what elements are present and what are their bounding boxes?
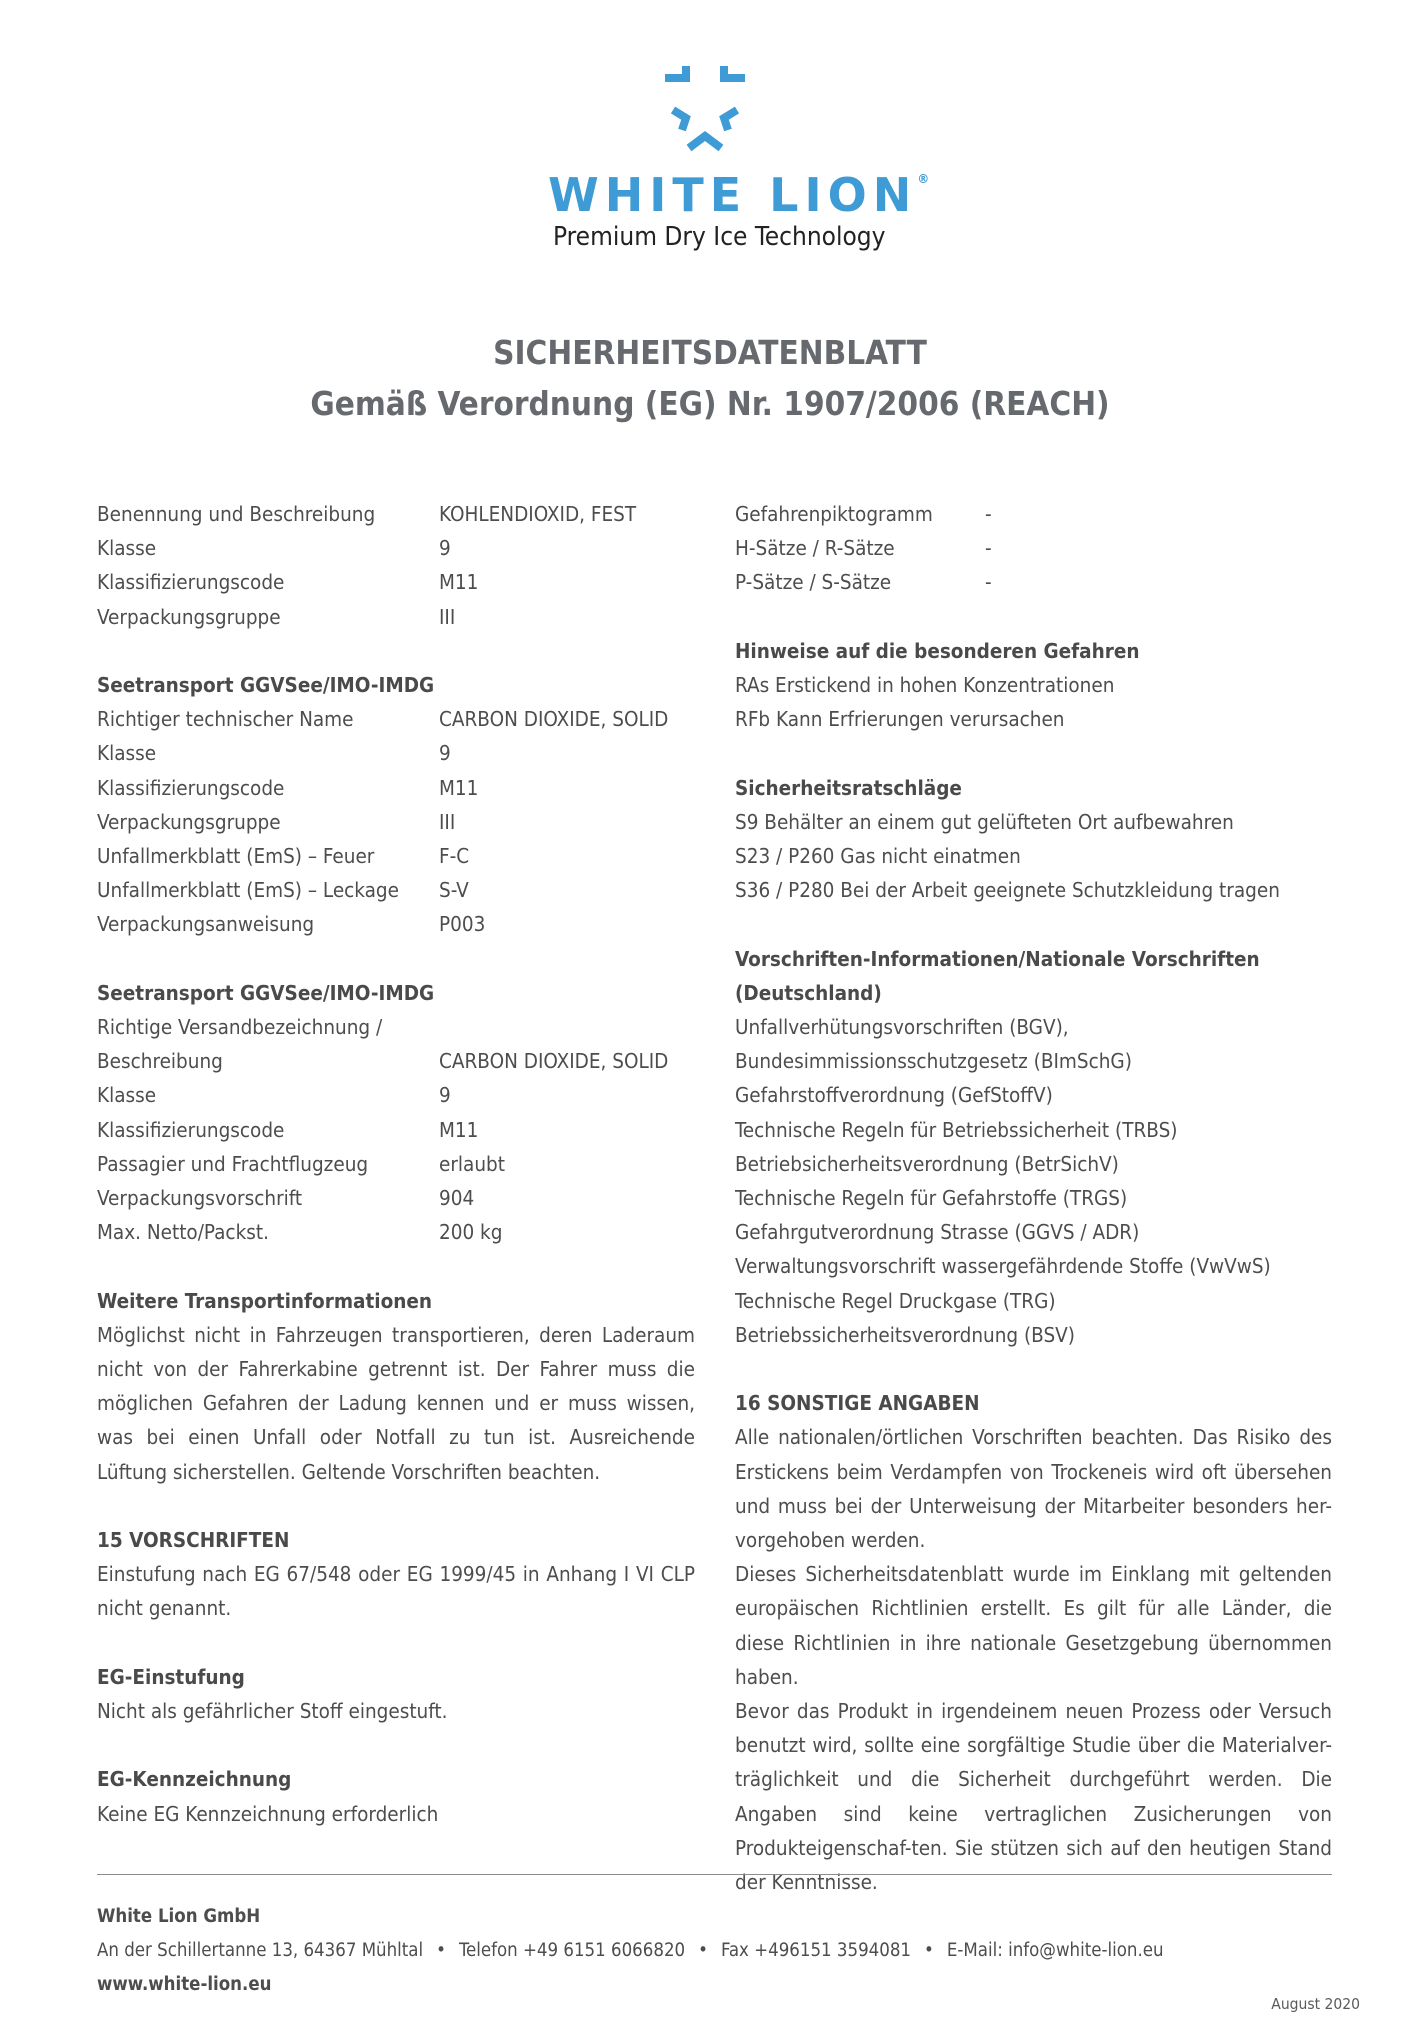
section-heading: Seetransport GGVSee/IMO-IMDG <box>97 980 435 1005</box>
list-item: S36 / P280 Bei der Arbeit geeignete Schutzkleidung tragen <box>735 878 1280 903</box>
list-item: S23 / P260 Gas nicht einatmen <box>735 844 1021 868</box>
list-item: Betriebssicherheitsverordnung (BSV) <box>735 1322 1075 1347</box>
kv-row: Benennung und Beschreibung KOHLENDIOXID, FEST <box>97 502 637 526</box>
footer-divider <box>97 1874 1332 1875</box>
document-title: SICHERHEITSDATENBLATT <box>493 333 927 372</box>
paragraph: Einstufung nach EG 67/548 oder EG 1999/45 in Anhang I VI CLP nicht genannt. <box>97 1562 695 1621</box>
kv-row: Unfallmerkblatt (EmS) – Feuer F-C <box>97 844 470 869</box>
kv-row: Gefahrenpiktogramm - <box>735 502 992 526</box>
list-item: Technische Regeln für Betriebssicherheit (TRBS) <box>735 1117 1178 1142</box>
brand-tagline: Premium Dry Ice Technology <box>553 222 886 252</box>
footer <box>97 1900 1164 2002</box>
kv-row: Verpackungsgruppe III <box>97 604 456 629</box>
list-item: Technische Regeln für Gefahrstoffe (TRGS) <box>735 1186 1128 1211</box>
kv-row: H-Sätze / R-Sätze - <box>735 536 992 561</box>
contact-line <box>97 1934 1164 1968</box>
kv-row: Richtige Versandbezeichnung / <box>97 1015 383 1040</box>
section-heading: Sicherheitsratschläge <box>735 775 962 800</box>
kv-row: Verpackungsgruppe III <box>97 809 456 834</box>
left-column <box>97 497 695 1831</box>
list-item: Verwaltungsvorschrift wassergefährdende Stoffe (VwVwS) <box>735 1254 1271 1279</box>
bullet-icon: • <box>698 1940 708 1961</box>
section-heading: (Deutschland) <box>735 980 882 1005</box>
white-lion-star-icon <box>655 60 755 152</box>
list-item: Bundesimmissionsschutzgesetz (BImSchG) <box>735 1049 1132 1074</box>
paragraph: Bevor das Produkt in irgendeinem neuen Prozess oder Versuch benutzt wird, sollte eine sorgfältige Studie über die Materialver-träglichkeit und die Sicherheit durchgeführt werden. Die Angaben sind keine vertraglichen Zusicherungen von Produkteigenschaf-ten. Sie stützen sich auf den heutigen Stand der Kenntnisse. <box>735 1699 1332 1895</box>
kv-row: Klassifizierungscode M11 <box>97 775 479 800</box>
bullet-icon: • <box>924 1940 934 1961</box>
kv-row: Klassifizierungscode M11 <box>97 1117 479 1142</box>
section-heading: 16 SONSTIGE ANGABEN <box>735 1391 980 1416</box>
section-heading: EG-Einstufung <box>97 1664 245 1689</box>
list-item: Unfallverhütungsvorschriften (BGV), <box>735 1015 1069 1039</box>
kv-row: Unfallmerkblatt (EmS) – Leckage S-V <box>97 878 469 903</box>
document-date: August 2020 <box>1271 1995 1360 2013</box>
list-item: RFb Kann Erfrierungen verursachen <box>735 707 1065 732</box>
kv-row: Klassifizierungscode M11 <box>97 570 479 595</box>
paragraph: Keine EG Kennzeichnung erforderlich <box>97 1801 439 1826</box>
section-heading: Hinweise auf die besonderen Gefahren <box>735 638 1140 663</box>
company-name: White Lion GmbH <box>97 1906 261 1927</box>
address: An der Schillertanne 13, 64367 Mühltal <box>97 1940 424 1961</box>
kv-row: P-Sätze / S-Sätze - <box>735 570 992 595</box>
kv-row: Verpackungsanweisung P003 <box>97 912 486 937</box>
section-heading: Seetransport GGVSee/IMO-IMDG <box>97 673 435 697</box>
paragraph: Möglichst nicht in Fahrzeugen transportieren, deren Laderaum nicht von der Fahrerkabine getrennt ist. Der Fahrer muss die möglichen Gefahren der Ladung kennen und er muss wissen, was bei einen Unfall oder Notfall zu tun ist. Ausreichende Lüftung sicherstellen. Geltende Vorschriften beachten. <box>97 1322 695 1484</box>
paragraph: Alle nationalen/örtlichen Vorschriften beachten. Das Risiko des Erstickens beim Verdampfen von Trockeneis wird oft übersehen und muss bei der Unterweisung der Mitarbeiter besonders her-vorgehoben werden. <box>735 1425 1332 1553</box>
kv-row: Passagier und Frachtflugzeug erlaubt <box>97 1151 505 1176</box>
bullet-icon: • <box>436 1940 446 1961</box>
kv-row: Beschreibung CARBON DIOXIDE, SOLID <box>97 1049 669 1074</box>
section-heading: Weitere Transportinformationen <box>97 1288 433 1313</box>
right-column <box>735 497 1332 1899</box>
logo <box>0 60 1410 152</box>
list-item: Betriebsicherheitsverordnung (BetrSichV) <box>735 1151 1119 1176</box>
email-link[interactable]: E-Mail: info@white-lion.eu <box>946 1940 1164 1961</box>
list-item: Gefahrgutverordnung Strasse (GGVS / ADR) <box>735 1220 1140 1245</box>
website-link[interactable]: www.white-lion.eu <box>97 1974 272 1995</box>
brand-name: WHITE LION® <box>548 168 930 222</box>
list-item: S9 Behälter an einem gut gelüfteten Ort aufbewahren <box>735 809 1234 834</box>
section-heading: EG-Kennzeichnung <box>97 1767 292 1792</box>
section-heading: Vorschriften-Informationen/Nationale Vorschriften <box>735 946 1260 971</box>
kv-row: Max. Netto/Packst. 200 kg <box>97 1220 503 1245</box>
fax: Fax +496151 3594081 <box>720 1940 912 1961</box>
kv-row: Richtiger technischer Name CARBON DIOXIDE, SOLID <box>97 707 669 732</box>
kv-row: Verpackungsvorschrift 904 <box>97 1186 475 1211</box>
kv-row: Klasse 9 <box>97 536 451 561</box>
kv-row: Klasse 9 <box>97 1083 451 1108</box>
list-item: Technische Regel Druckgase (TRG) <box>735 1288 1056 1313</box>
document-subtitle: Gemäß Verordnung (EG) Nr. 1907/2006 (REACH) <box>310 384 1110 423</box>
paragraph: Nicht als gefährlicher Stoff eingestuft. <box>97 1699 448 1724</box>
paragraph: Dieses Sicherheitsdatenblatt wurde im Einklang mit geltenden europäischen Richtlinien erstellt. Es gilt für alle Länder, die diese Richtlinien in ihre nationale Gesetzgebung übernommen haben. <box>735 1562 1332 1689</box>
kv-row: Klasse 9 <box>97 741 451 766</box>
phone: Telefon +49 6151 6066820 <box>458 1940 686 1961</box>
section-heading: 15 VORSCHRIFTEN <box>97 1528 290 1553</box>
list-item: RAs Erstickend in hohen Konzentrationen <box>735 673 1115 697</box>
list-item: Gefahrstoffverordnung (GefStoffV) <box>735 1083 1053 1108</box>
